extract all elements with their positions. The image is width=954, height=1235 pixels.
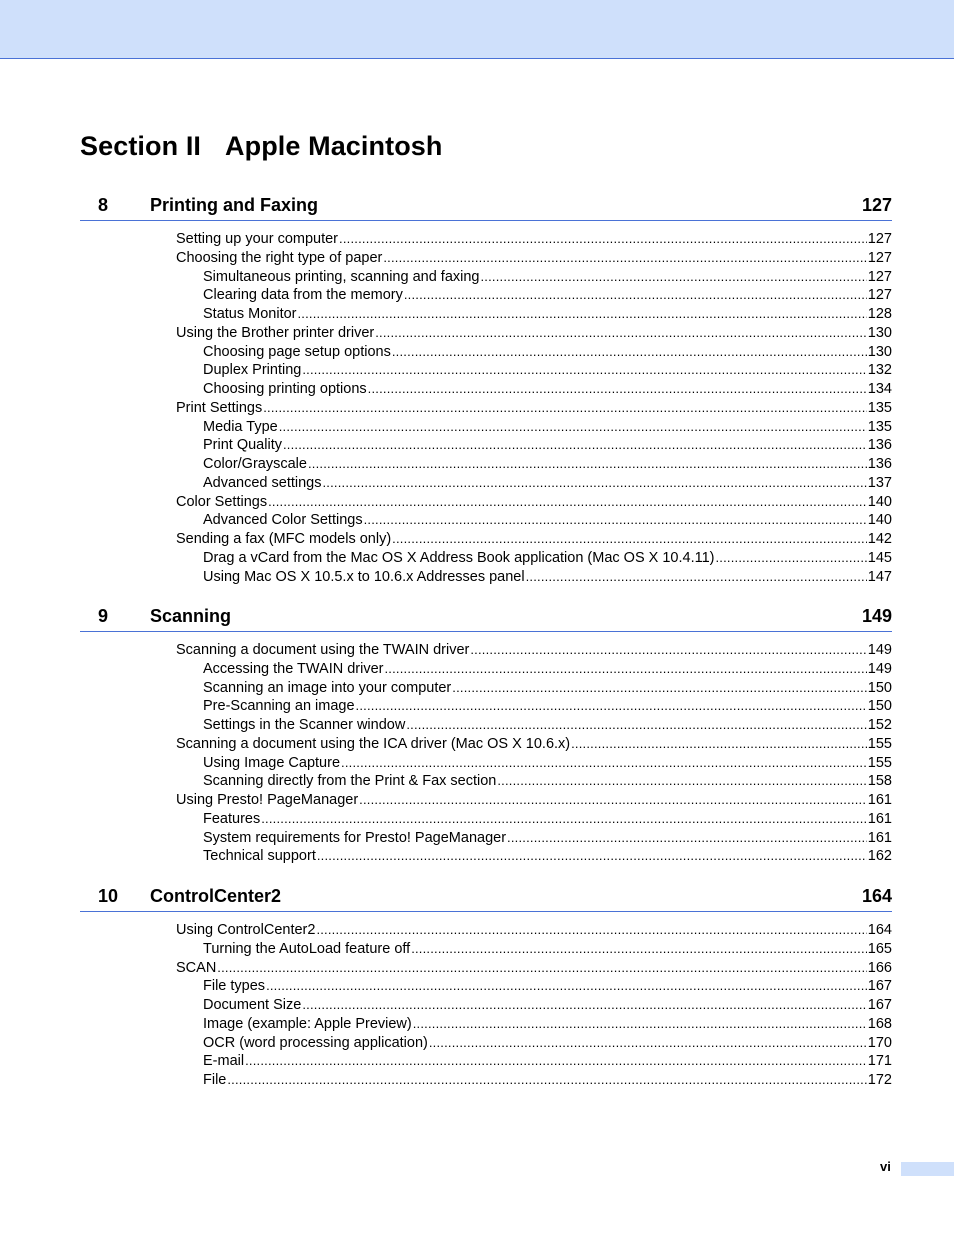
toc-entry[interactable] — [80, 1015, 892, 1034]
dot-leader — [411, 940, 867, 959]
dot-leader — [716, 549, 867, 568]
toc-entry-title: Using the Brother printer driver — [176, 324, 375, 341]
toc-entry[interactable] — [80, 940, 892, 959]
toc-entry-page: 127 — [867, 249, 892, 266]
toc-entry-page: 150 — [867, 679, 892, 696]
toc-entry[interactable] — [80, 847, 892, 866]
dot-leader — [375, 324, 867, 343]
toc-entry-title: Pre-Scanning an image — [203, 698, 355, 715]
toc-entry[interactable] — [80, 549, 892, 568]
toc-entry-page: 136 — [867, 437, 892, 454]
dot-leader — [356, 697, 867, 716]
toc-entries — [80, 641, 892, 866]
toc-entry-title: Print Settings — [176, 399, 263, 416]
dot-leader — [317, 847, 867, 866]
toc-entry-title: SCAN — [176, 959, 217, 976]
toc-entry-title: Setting up your computer — [176, 231, 339, 247]
toc-entry-title: E-mail — [203, 1053, 245, 1070]
toc-entry[interactable] — [80, 286, 892, 305]
dot-leader — [507, 829, 867, 848]
toc-entry-title: Using Presto! PageManager — [176, 792, 359, 808]
toc-entry-title: Using ControlCenter2 — [176, 922, 316, 938]
toc-entry-title: Choosing page setup options — [203, 343, 391, 360]
dot-leader — [413, 1015, 867, 1034]
toc-entry[interactable] — [80, 511, 892, 530]
toc-entry[interactable] — [80, 343, 892, 362]
chapter-number: 8 — [98, 195, 109, 215]
toc-entry-page: 127 — [867, 231, 892, 247]
dot-leader — [480, 268, 866, 287]
toc-entry-page: 135 — [867, 418, 892, 435]
toc-entry[interactable] — [80, 455, 892, 474]
toc-entry-page: 130 — [867, 343, 892, 360]
toc-entry[interactable] — [80, 921, 892, 940]
toc-entry-title: Technical support — [203, 848, 316, 865]
toc-entry[interactable] — [80, 959, 892, 978]
dot-leader — [359, 791, 867, 810]
toc-entry-page: 161 — [867, 792, 892, 808]
toc-entry[interactable] — [80, 1034, 892, 1053]
dot-leader — [364, 511, 867, 530]
toc-entry-page: 140 — [867, 512, 892, 529]
chapter-header[interactable] — [80, 190, 892, 221]
toc-entry-title: Scanning a document using the TWAIN driver — [176, 642, 470, 658]
toc-entry[interactable] — [80, 697, 892, 716]
toc-entry[interactable] — [80, 530, 892, 549]
dot-leader — [452, 679, 867, 698]
toc-entry-title: Drag a vCard from the Mac OS X Address Book application (Mac OS X 10.4.11) — [203, 549, 715, 566]
toc-entry-page: 149 — [867, 642, 892, 658]
toc-entry-title: OCR (word processing application) — [203, 1034, 428, 1051]
toc-entry-page: 152 — [867, 717, 892, 733]
toc-entry-title: Print Quality — [203, 437, 282, 454]
toc-entry-page: 162 — [867, 848, 892, 865]
toc-entry-title: Sending a fax (MFC models only) — [176, 531, 392, 547]
dot-leader — [302, 996, 866, 1015]
toc-entry-title: Document Size — [203, 997, 302, 1013]
section-title — [80, 131, 443, 162]
dot-leader — [339, 230, 867, 249]
toc-entry-page: 170 — [867, 1034, 892, 1051]
dot-leader — [227, 1071, 866, 1090]
toc-entry-title: Duplex Printing — [203, 362, 302, 379]
toc-entry[interactable] — [80, 772, 892, 791]
dot-leader — [470, 641, 866, 660]
toc-entry-title: Color Settings — [176, 493, 268, 510]
toc-entry-page: 171 — [867, 1053, 892, 1070]
dot-leader — [497, 772, 866, 791]
toc-entry-title: Scanning an image into your computer — [203, 679, 452, 696]
dot-leader — [217, 959, 867, 978]
toc-entry[interactable] — [80, 418, 892, 437]
toc-entry-page: 165 — [867, 940, 892, 957]
toc-entry[interactable] — [80, 399, 892, 418]
toc-entry-title: Settings in the Scanner window — [203, 717, 406, 733]
toc-entry-page: 158 — [867, 773, 892, 790]
toc-entry-title: Turning the AutoLoad feature off — [203, 940, 411, 957]
toc-entry-page: 137 — [867, 474, 892, 491]
toc-entry-title: Scanning a document using the ICA driver (Mac OS X 10.6.x) — [176, 735, 571, 752]
toc-entries — [80, 921, 892, 1090]
toc-entry-title: File types — [203, 978, 266, 995]
toc-entry[interactable] — [80, 380, 892, 399]
toc-entry[interactable] — [80, 996, 892, 1015]
toc-entry-page: 155 — [867, 754, 892, 771]
toc-entry-title: Status Monitor — [203, 306, 297, 322]
toc-entry[interactable] — [80, 810, 892, 829]
toc-entries — [80, 230, 892, 586]
toc-entry-page: 135 — [867, 399, 892, 416]
toc-entry[interactable] — [80, 249, 892, 268]
toc-entry[interactable] — [80, 641, 892, 660]
chapter-title: Scanning — [150, 606, 232, 626]
toc-entry[interactable] — [80, 754, 892, 773]
toc-entry[interactable] — [80, 660, 892, 679]
chapter-page: 149 — [861, 606, 892, 626]
dot-leader — [261, 810, 867, 829]
toc-entry-title: System requirements for Presto! PageManager — [203, 829, 507, 846]
toc-entry-title: Using Image Capture — [203, 754, 341, 771]
toc-entry-title: Features — [203, 810, 261, 827]
dot-leader — [392, 343, 867, 362]
toc-entry-page: 161 — [867, 810, 892, 827]
toc-entry-title: Advanced Color Settings — [203, 512, 363, 529]
toc-entry[interactable] — [80, 977, 892, 996]
toc-entry-page: 132 — [867, 362, 892, 379]
toc-entry-page: 127 — [867, 268, 892, 285]
toc-entry-page: 149 — [867, 660, 892, 677]
chapter-number: 9 — [98, 606, 109, 626]
toc-entry-page: 127 — [867, 287, 892, 304]
toc-entry-page: 155 — [867, 735, 892, 752]
toc-entry[interactable] — [80, 568, 892, 587]
dot-leader — [266, 977, 867, 996]
toc-entry-page: 134 — [867, 381, 892, 397]
chapter-header[interactable] — [80, 601, 892, 632]
toc-entry[interactable] — [80, 1071, 892, 1090]
dot-leader — [298, 305, 867, 324]
toc-entry-title: Choosing the right type of paper — [176, 249, 383, 266]
toc-entry[interactable] — [80, 735, 892, 754]
toc-entry-title: Using Mac OS X 10.5.x to 10.6.x Addresses panel — [203, 568, 525, 585]
toc-entry[interactable] — [80, 829, 892, 848]
toc-entry-title: Clearing data from the memory — [203, 287, 403, 304]
dot-leader — [404, 286, 867, 305]
dot-leader — [323, 474, 867, 493]
toc-entry-title: File — [203, 1072, 227, 1088]
dot-leader — [526, 568, 867, 587]
chapter-9 — [80, 601, 892, 866]
toc-entry-page: 167 — [867, 978, 892, 995]
page-tab-marker — [901, 1162, 954, 1176]
toc-entry-page: 168 — [867, 1015, 892, 1032]
toc-entry[interactable] — [80, 305, 892, 324]
dot-leader — [385, 660, 867, 679]
toc-entry-page: 145 — [867, 549, 892, 566]
dot-leader — [308, 455, 867, 474]
toc-entry-title: Scanning directly from the Print & Fax section — [203, 773, 497, 790]
toc-entry[interactable] — [80, 268, 892, 287]
chapter-header[interactable] — [80, 881, 892, 912]
dot-leader — [392, 530, 867, 549]
toc-entry-title: Image (example: Apple Preview) — [203, 1015, 412, 1032]
dot-leader — [283, 436, 867, 455]
toc-entry-title: Simultaneous printing, scanning and faxing — [203, 268, 480, 285]
toc-entry-title: Color/Grayscale — [203, 456, 307, 472]
toc-entry[interactable] — [80, 493, 892, 512]
toc-entry[interactable] — [80, 791, 892, 810]
toc-entry[interactable] — [80, 436, 892, 455]
toc-entry-title: Choosing printing options — [203, 381, 367, 397]
dot-leader — [279, 418, 867, 437]
toc-entry[interactable] — [80, 1052, 892, 1071]
dot-leader — [368, 380, 867, 399]
page-number: vi — [880, 1159, 891, 1174]
toc-entry-page: 142 — [867, 531, 892, 547]
dot-leader — [571, 735, 867, 754]
chapter-number: 10 — [98, 886, 119, 906]
dot-leader — [383, 249, 866, 268]
dot-leader — [406, 716, 866, 735]
toc-entry-page: 136 — [867, 456, 892, 472]
toc-entry[interactable] — [80, 361, 892, 380]
toc-entry[interactable] — [80, 474, 892, 493]
section-number: Section II — [80, 131, 202, 161]
toc-entry-page: 161 — [867, 829, 892, 846]
toc-entry-page: 130 — [867, 324, 892, 341]
chapter-title: ControlCenter2 — [150, 886, 282, 906]
toc-entry-page: 166 — [867, 959, 892, 976]
dot-leader — [245, 1052, 867, 1071]
chapter-10 — [80, 881, 892, 1090]
toc-entry-page: 140 — [867, 493, 892, 510]
toc-entry-page: 167 — [867, 997, 892, 1013]
dot-leader — [302, 361, 866, 380]
dot-leader — [341, 754, 867, 773]
dot-leader — [263, 399, 867, 418]
toc-entry-page: 147 — [867, 568, 892, 585]
toc-entry-title: Advanced settings — [203, 474, 322, 491]
toc-entry[interactable] — [80, 230, 892, 249]
dot-leader — [316, 921, 866, 940]
chapter-title: Printing and Faxing — [150, 195, 319, 215]
dot-leader — [429, 1034, 867, 1053]
toc-entry-page: 172 — [867, 1072, 892, 1088]
toc-entry-page: 164 — [867, 922, 892, 938]
toc-entry-title: Accessing the TWAIN driver — [203, 660, 384, 677]
toc-entry[interactable] — [80, 716, 892, 735]
toc-entry-title: Media Type — [203, 418, 278, 435]
dot-leader — [268, 493, 867, 512]
toc-entry[interactable] — [80, 679, 892, 698]
chapter-page: 127 — [861, 195, 892, 215]
toc-entry-page: 150 — [867, 698, 892, 715]
section-name: Apple Macintosh — [225, 131, 443, 161]
toc-entry-page: 128 — [867, 306, 892, 322]
toc-entry[interactable] — [80, 324, 892, 343]
chapter-8 — [80, 190, 892, 586]
chapter-page: 164 — [861, 886, 892, 906]
header-band — [0, 0, 954, 59]
